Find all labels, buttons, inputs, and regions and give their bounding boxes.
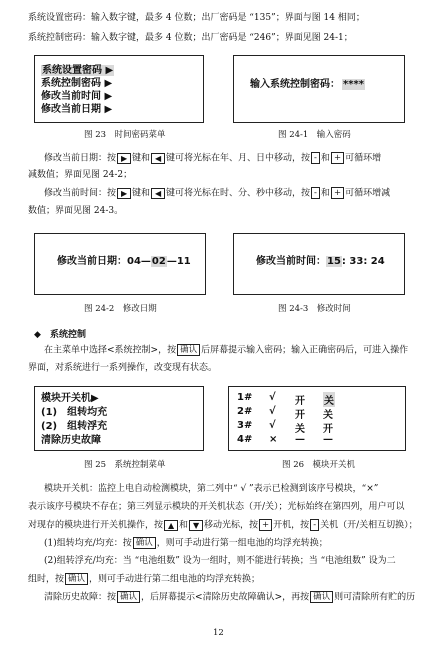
module-status: √ bbox=[269, 392, 276, 403]
section-heading: ◆ 系统控制 bbox=[34, 330, 86, 340]
figure-24-1-caption: 图 24-1 输入密码 bbox=[278, 130, 351, 140]
module-status: × bbox=[269, 434, 278, 445]
module-action: — bbox=[323, 434, 333, 445]
module-state: 开 bbox=[295, 396, 305, 407]
module-action: 关 bbox=[323, 410, 333, 421]
module-id: 2# bbox=[237, 406, 253, 417]
module-state: 开 bbox=[295, 410, 305, 421]
up-arrow-key-icon: ▲ bbox=[164, 520, 178, 531]
menu-item-clear-history: 清除历史故障 bbox=[41, 435, 101, 446]
menu-item-modify-date: 修改当前日期 ▶ bbox=[41, 104, 113, 115]
module-row bbox=[229, 406, 405, 420]
diamond-bullet-icon: ◆ bbox=[34, 330, 41, 340]
menu-item-group-equalize: (1) 组转均充 bbox=[41, 407, 108, 418]
plus-key: + bbox=[331, 187, 344, 199]
module-status: √ bbox=[269, 406, 276, 417]
module-action-cursor: 关 bbox=[323, 392, 335, 407]
module-row bbox=[229, 434, 405, 448]
input-password-screen bbox=[233, 55, 405, 123]
figure-24-2-caption: 图 24-2 修改日期 bbox=[84, 304, 157, 314]
minus-key: - bbox=[311, 187, 320, 199]
right-arrow-key-icon: ▶ bbox=[117, 188, 131, 199]
date-cursor: 02 bbox=[151, 256, 166, 267]
menu-item-group-float: (2) 组转浮充 bbox=[41, 421, 108, 432]
confirm-key: 确认 bbox=[177, 344, 200, 356]
group-float-line-1: (2)组转浮充/均充：当 “电池组数” 设为一组时，则不能进行转换；当 “电池组数” 设为二 bbox=[44, 556, 396, 566]
minus-key: - bbox=[311, 152, 320, 164]
intro-line-1: 系统设置密码：输入数字键，最多 4 位数；出厂密码是 “135”；界面与图 14 相同； bbox=[28, 13, 365, 23]
confirm-key: 确认 bbox=[310, 591, 333, 603]
date-display: 修改当前日期：04—02—11 bbox=[57, 256, 191, 267]
confirm-key: 确认 bbox=[133, 537, 156, 549]
modify-time-screen bbox=[233, 233, 405, 295]
left-arrow-key-icon: ◀ bbox=[151, 188, 165, 199]
menu-item-system-setting-password: 系统设置密码 ▶ bbox=[42, 65, 114, 76]
minus-key: - bbox=[310, 519, 319, 531]
module-switch-line-3: 对现存的模块进行开关机操作，按 ▲ 和 ▼ 移动光标，按 + 开机，按 - 关机（开/关相互切换）； bbox=[28, 520, 418, 531]
password-prompt: 输入系统控制密码： **** bbox=[250, 79, 364, 90]
figure-24-3-caption: 图 24-3 修改时间 bbox=[278, 304, 351, 314]
menu-item-modify-time: 修改当前时间 ▶ bbox=[41, 91, 113, 102]
date-instruction-line-1: 修改当前日期：按 ▶ 键和 ◀ 键可将光标在年、月、日中移动，按 - 和 + 可循环增 bbox=[44, 153, 382, 164]
module-row bbox=[229, 420, 405, 434]
plus-key: + bbox=[331, 152, 344, 164]
clear-history-line: 清除历史故障：按 确认 ，后屏幕提示<清除历史故障确认>，再按 确认 则可清除所有贮的历 bbox=[44, 592, 416, 603]
time-password-menu-screen bbox=[34, 55, 204, 123]
module-switch-line-2: 表示该序号模块不存在；第三列显示模块的开关机状态（开/关）；光标始终在第四列，用户可以 bbox=[28, 502, 405, 512]
figure-26-caption: 图 26 模块开关机 bbox=[282, 460, 356, 470]
group-equalize-line: (1)组转均充/均充：按 确认 ，则可手动进行第一组电池的均浮充转换； bbox=[44, 538, 328, 549]
system-control-menu-screen bbox=[34, 386, 204, 451]
modify-date-screen bbox=[34, 233, 206, 295]
section-paragraph-line-2: 界面，对系统进行一系列操作，改变现有状态。 bbox=[28, 363, 218, 373]
intro-line-2: 系统控制密码：输入数字键，最多 4 位数；出厂密码是 “246”；界面见图 24-1； bbox=[28, 33, 353, 43]
confirm-key: 确认 bbox=[65, 573, 88, 585]
left-arrow-key-icon: ◀ bbox=[151, 153, 165, 164]
page-number: 12 bbox=[213, 628, 224, 638]
module-id: 1# bbox=[237, 392, 253, 403]
figure-23-caption: 图 23 时间密码菜单 bbox=[84, 130, 166, 140]
module-state: — bbox=[295, 434, 305, 445]
menu-item-system-control-password: 系统控制密码 ▶ bbox=[41, 78, 113, 89]
date-instruction-line-2: 减数值；界面见图 24-2； bbox=[28, 170, 133, 180]
section-paragraph-line-1: 在主菜单中选择<系统控制>，按 确认 后屏幕提示输入密码；输入正确密码后，可进入操作 bbox=[44, 345, 409, 356]
module-row bbox=[229, 392, 405, 406]
module-status: √ bbox=[269, 420, 276, 431]
menu-item-module-switch: 模块开关机▶ bbox=[41, 393, 99, 404]
module-state: 关 bbox=[295, 424, 305, 435]
down-arrow-key-icon: ▼ bbox=[189, 520, 203, 531]
time-display: 修改当前时间：15: 33: 24 bbox=[256, 256, 385, 267]
password-mask: **** bbox=[343, 79, 364, 90]
group-float-line-2: 组时，按 确认 ，则可手动进行第二组电池的均浮充转换； bbox=[28, 574, 261, 585]
module-switch-line-1: 模块开关机：监控上电自动检测模块，第二列中“ √ ”表示已检测到该序号模块，“×” bbox=[44, 484, 379, 494]
module-id: 3# bbox=[237, 420, 253, 431]
right-arrow-key-icon: ▶ bbox=[117, 153, 131, 164]
module-id: 4# bbox=[237, 434, 253, 445]
module-action: 开 bbox=[323, 424, 333, 435]
time-cursor: 15 bbox=[327, 256, 341, 267]
time-instruction-line-1: 修改当前时间：按 ▶ 键和 ◀ 键可将光标在时、分、秒中移动，按 - 和 + 可循环增减 bbox=[44, 188, 391, 199]
plus-key: + bbox=[259, 519, 272, 531]
time-instruction-line-2: 数值；界面见图 24-3。 bbox=[28, 206, 124, 216]
figure-25-caption: 图 25 系统控制菜单 bbox=[84, 460, 166, 470]
module-switch-screen bbox=[228, 386, 406, 451]
confirm-key: 确认 bbox=[117, 591, 140, 603]
